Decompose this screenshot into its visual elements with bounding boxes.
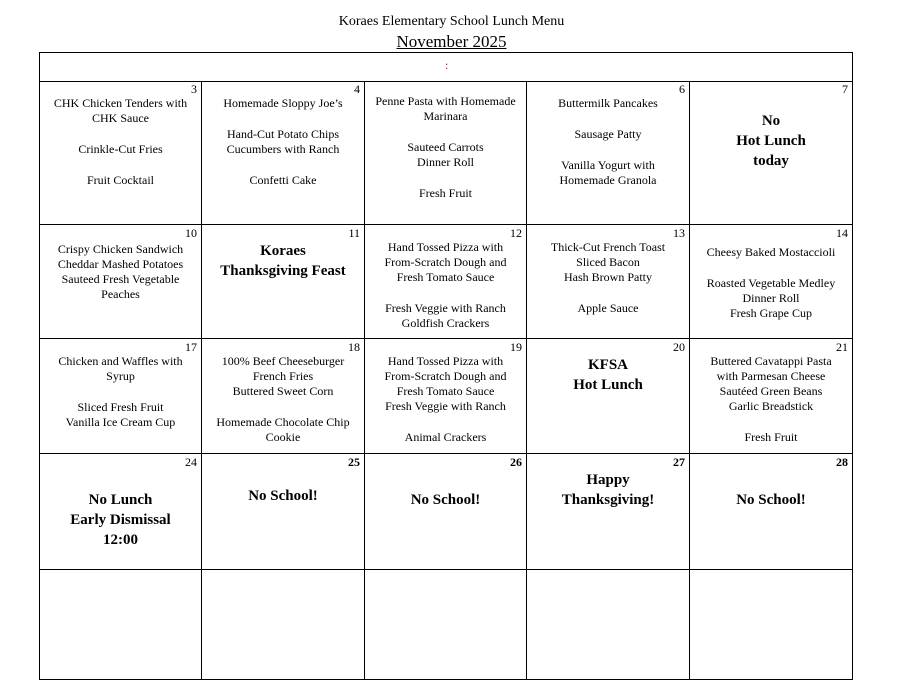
day-cell-13 <box>527 225 690 339</box>
menu-item: Crispy Chicken Sandwich <box>57 242 184 256</box>
menu-item: Dinner Roll <box>742 291 800 305</box>
menu-item: Fresh Veggie with Ranch <box>385 301 506 315</box>
day-notice <box>204 486 362 506</box>
day-number: 19 <box>510 340 522 354</box>
menu-item <box>367 124 524 140</box>
day-cell-18 <box>202 339 365 454</box>
day-cell-21 <box>690 339 852 454</box>
menu-item: Fresh Tomato Sauce <box>396 270 495 284</box>
empty-day-cell <box>365 570 527 679</box>
day-menu <box>42 96 199 188</box>
notice-line: No <box>761 113 781 129</box>
day-menu <box>367 354 524 445</box>
menu-item: Fresh Tomato Sauce <box>396 384 495 398</box>
notice-line: Hot Lunch <box>736 133 806 149</box>
empty-day-cell <box>527 570 690 679</box>
menu-item <box>529 111 687 127</box>
day-cell-5 <box>365 81 527 225</box>
empty-day-cell <box>690 570 852 679</box>
day-cell-12 <box>365 225 527 339</box>
menu-item: Garlic Breadstick <box>728 399 814 413</box>
notice-line: Happy <box>586 472 630 488</box>
lunch-calendar <box>39 52 853 680</box>
menu-item: Hand Tossed Pizza with <box>387 354 504 368</box>
notice-line: Koraes <box>260 243 306 259</box>
menu-item: Sausage Patty <box>574 127 642 141</box>
menu-item <box>529 285 687 301</box>
day-cell-3 <box>40 81 202 225</box>
day-number: 18 <box>348 340 360 354</box>
menu-item <box>204 399 362 415</box>
menu-item: Dinner Roll <box>417 155 474 169</box>
day-cell-17 <box>40 339 202 454</box>
menu-item: Cheesy Baked Mostaccioli <box>706 245 836 259</box>
day-notice <box>529 355 687 395</box>
day-cell-7 <box>690 81 852 225</box>
menu-item: Roasted Vegetable Medley <box>706 276 836 290</box>
day-number: 27 <box>673 455 685 469</box>
menu-item <box>42 126 199 142</box>
day-notice <box>204 241 362 281</box>
menu-item <box>204 157 362 173</box>
menu-item: Homemade Granola <box>559 173 657 187</box>
menu-item: Cookie <box>265 430 301 444</box>
menu-item: Homemade Sloppy Joe’s <box>223 96 343 110</box>
calendar-top-bar <box>40 53 852 82</box>
day-number: 26 <box>510 455 522 469</box>
menu-item: Fresh Veggie with Ranch <box>385 399 506 413</box>
notice-line: Early Dismissal <box>70 512 171 528</box>
day-cell-28 <box>690 454 852 570</box>
menu-item: Cucumbers with Ranch <box>226 142 340 156</box>
day-number: 21 <box>836 340 848 354</box>
menu-item: Fresh Grape Cup <box>730 306 812 320</box>
day-cell-10 <box>40 225 202 339</box>
menu-item: Marinara <box>423 109 468 123</box>
day-number: 13 <box>673 226 685 240</box>
day-cell-6 <box>527 81 690 225</box>
day-menu <box>204 354 362 445</box>
menu-item: Cheddar Mashed Potatoes <box>57 257 184 271</box>
notice-line: 12:00 <box>103 532 138 548</box>
menu-item: Vanilla Yogurt with <box>561 158 655 172</box>
notice-line: No Lunch <box>88 492 153 508</box>
empty-day-cell <box>40 570 202 679</box>
day-number: 12 <box>510 226 522 240</box>
menu-item: Thick-Cut French Toast <box>550 240 666 254</box>
day-cell-11 <box>202 225 365 339</box>
menu-item: Confetti Cake <box>249 173 317 187</box>
menu-item: CHK Chicken Tenders with <box>53 96 188 110</box>
day-number: 7 <box>842 82 848 96</box>
day-number: 17 <box>185 340 197 354</box>
empty-day-cell <box>202 570 365 679</box>
menu-item: with Parmesan Cheese <box>716 369 826 383</box>
menu-item: Sauteed Carrots <box>407 140 484 154</box>
menu-item: Fresh Fruit <box>744 430 798 444</box>
school-title: Koraes Elementary School Lunch Menu <box>338 14 565 29</box>
day-cell-25 <box>202 454 365 570</box>
day-menu <box>204 96 362 188</box>
menu-item <box>367 170 524 186</box>
menu-item <box>204 111 362 127</box>
notice-line: KFSA <box>587 357 628 373</box>
menu-item: Buttered Sweet Corn <box>232 384 334 398</box>
notice-line: No School! <box>736 492 806 508</box>
day-cell-14 <box>690 225 852 339</box>
top-mark: : <box>445 58 449 72</box>
day-cell-24 <box>40 454 202 570</box>
day-number: 4 <box>354 82 360 96</box>
menu-item: From-Scratch Dough and <box>384 255 507 269</box>
menu-item: Hash Brown Patty <box>564 270 652 284</box>
menu-item: Sliced Bacon <box>576 255 640 269</box>
menu-item: 100% Beef Cheeseburger <box>221 354 345 368</box>
day-menu <box>367 94 524 201</box>
day-notice <box>529 470 687 510</box>
notice-line: today <box>753 153 789 169</box>
day-menu <box>42 354 199 430</box>
day-cell-27 <box>527 454 690 570</box>
day-cell-4 <box>202 81 365 225</box>
menu-item: Goldfish Crackers <box>401 316 490 330</box>
day-notice <box>42 490 199 550</box>
notice-line: Thanksgiving Feast <box>220 263 346 279</box>
menu-item: Buttermilk Pancakes <box>558 96 658 110</box>
month-title: November 2025 <box>396 32 507 51</box>
menu-item <box>692 260 850 276</box>
menu-item <box>367 414 524 430</box>
day-menu <box>529 240 687 316</box>
menu-item: Animal Crackers <box>404 430 487 444</box>
menu-item: Sliced Fresh Fruit <box>77 400 164 414</box>
day-menu <box>42 242 199 302</box>
menu-item: Chicken and Waffles with <box>58 354 183 368</box>
notice-line: No School! <box>410 492 481 508</box>
day-cell-19 <box>365 339 527 454</box>
menu-item: From-Scratch Dough and <box>384 369 507 383</box>
day-number: 20 <box>673 340 685 354</box>
notice-line: Thanksgiving! <box>561 492 655 508</box>
day-cell-26 <box>365 454 527 570</box>
day-notice <box>692 111 850 171</box>
menu-item <box>692 414 850 430</box>
day-number: 14 <box>836 226 848 240</box>
menu-item: Hand Tossed Pizza with <box>387 240 504 254</box>
menu-item: French Fries <box>252 369 314 383</box>
menu-item <box>42 157 199 173</box>
day-number: 24 <box>185 455 197 469</box>
menu-item: Peaches <box>101 287 140 301</box>
notice-line: No School! <box>248 488 318 504</box>
menu-item: Penne Pasta with Homemade <box>375 94 516 108</box>
day-number: 11 <box>348 226 360 240</box>
day-menu <box>529 96 687 188</box>
day-menu <box>692 354 850 445</box>
menu-item: Syrup <box>106 369 135 383</box>
day-number: 10 <box>185 226 197 240</box>
menu-item: Crinkle-Cut Fries <box>78 142 163 156</box>
day-number: 3 <box>191 82 197 96</box>
menu-item: Sautéed Green Beans <box>719 384 823 398</box>
notice-line: Hot Lunch <box>573 377 643 393</box>
day-cell-20 <box>527 339 690 454</box>
menu-item: Apple Sauce <box>577 301 639 315</box>
menu-item <box>367 285 524 301</box>
menu-item <box>42 384 199 400</box>
menu-item: Hand-Cut Potato Chips <box>226 127 339 141</box>
menu-item: Fresh Fruit <box>418 186 472 200</box>
day-number: 6 <box>679 82 685 96</box>
day-number: 25 <box>348 455 360 469</box>
day-menu <box>367 240 524 331</box>
day-notice <box>367 490 524 510</box>
day-menu <box>692 245 850 321</box>
menu-item: Homemade Chocolate Chip <box>216 415 350 429</box>
day-notice <box>692 490 850 510</box>
menu-item: Buttered Cavatappi Pasta <box>710 354 832 368</box>
day-number: 28 <box>836 455 848 469</box>
menu-item: CHK Sauce <box>92 111 149 125</box>
menu-item: Fruit Cocktail <box>87 173 154 187</box>
menu-item: Vanilla Ice Cream Cup <box>65 415 176 429</box>
menu-item: Sauteed Fresh Vegetable <box>61 272 180 286</box>
menu-item <box>529 142 687 158</box>
